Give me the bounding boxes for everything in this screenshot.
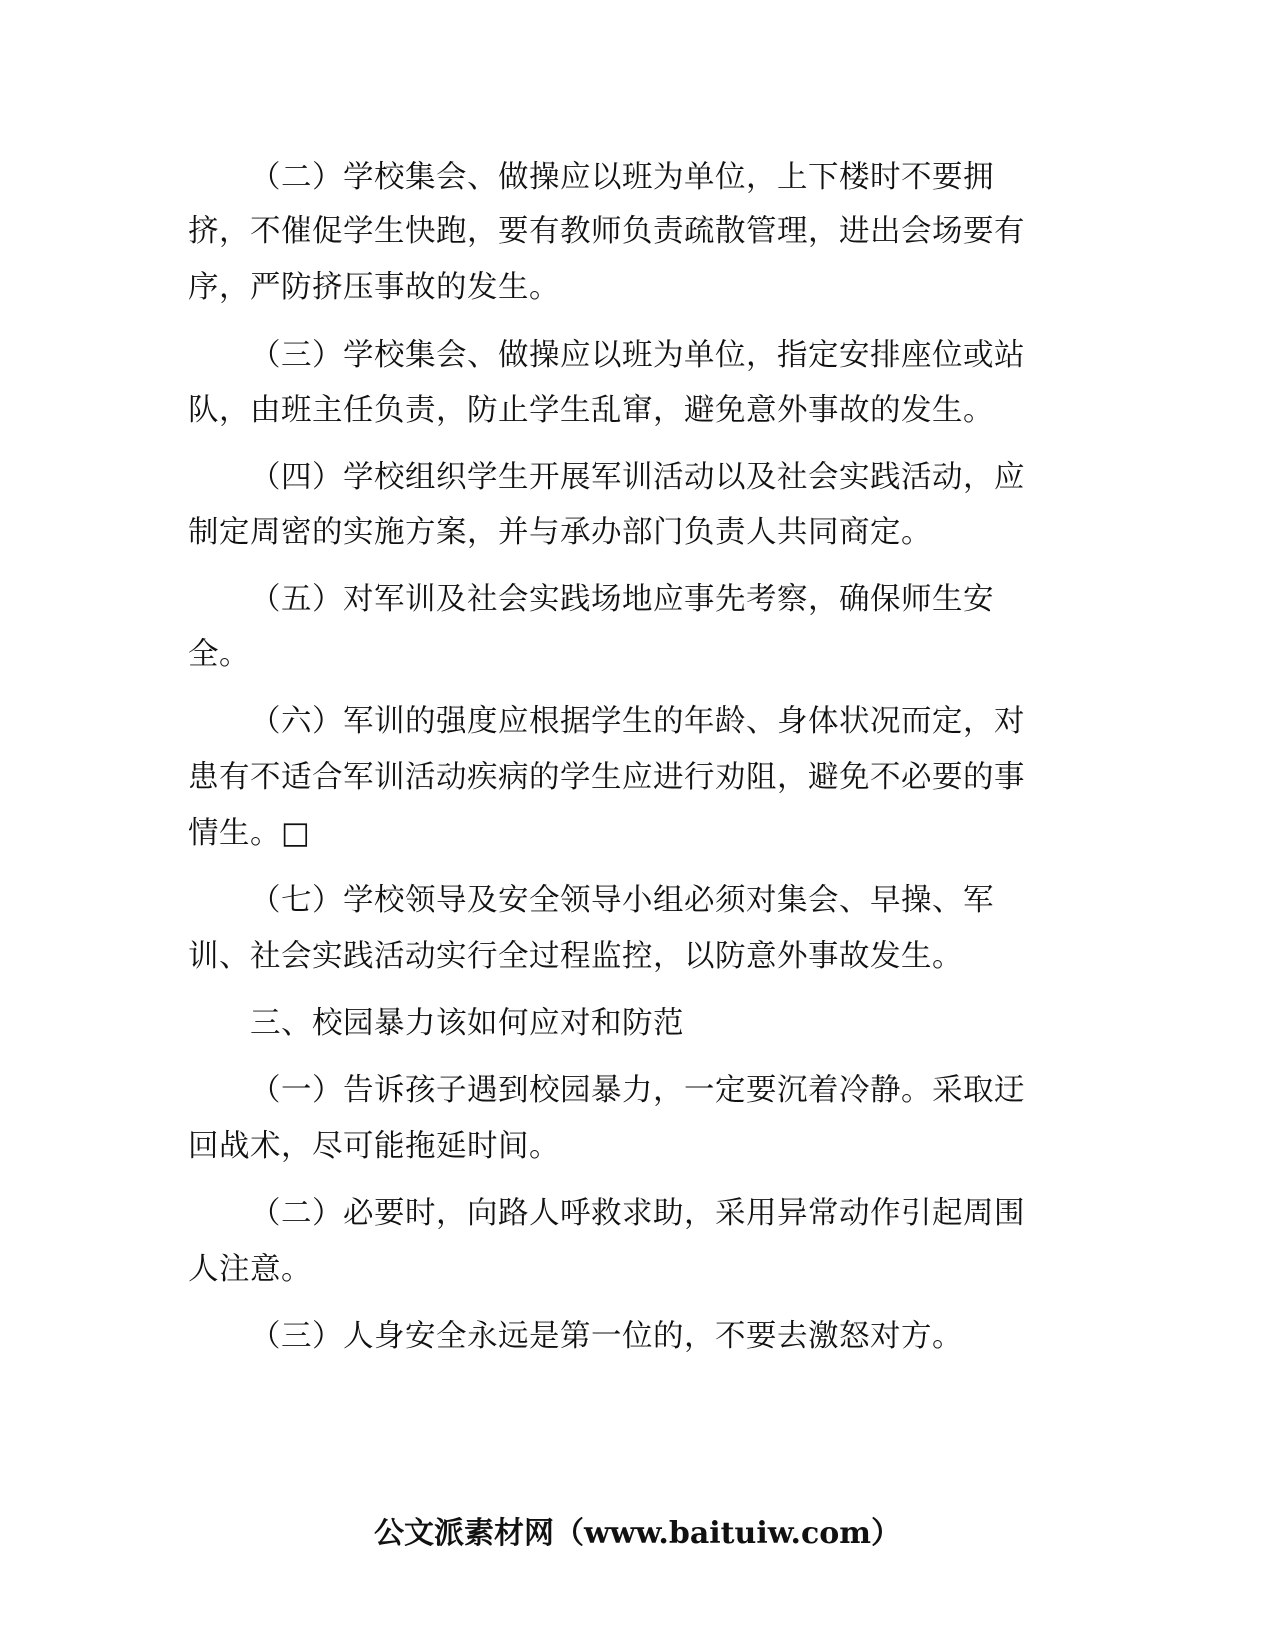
paragraph-line: （五）对军训及社会实践场地应事先考察，确保师生安 xyxy=(250,582,994,617)
paragraph-line: 制定周密的实施方案，并与承办部门负责人共同商定。 xyxy=(188,515,932,550)
footer-source: 公文派素材网（www.baituiw.com） xyxy=(373,1516,902,1551)
section-heading: 三、校园暴力该如何应对和防范 xyxy=(250,1006,684,1041)
paragraph-line: （一）告诉孩子遇到校园暴力，一定要沉着冷静。采取迂 xyxy=(250,1073,1025,1108)
paragraph-line: 挤，不催促学生快跑，要有教师负责疏散管理，进出会场要有 xyxy=(188,214,1025,249)
paragraph-line: （三）人身安全永远是第一位的，不要去激怒对方。 xyxy=(250,1319,963,1354)
paragraph-line: （六）军训的强度应根据学生的年龄、身体状况而定，对 xyxy=(250,704,1025,739)
paragraph-line: （三）学校集会、做操应以班为单位，指定安排座位或站 xyxy=(250,338,1025,373)
paragraph-line: 训、社会实践活动实行全过程监控，以防意外事故发生。 xyxy=(188,939,963,974)
paragraph-line: 患有不适合军训活动疾病的学生应进行劝阻，避免不必要的事 xyxy=(188,760,1025,795)
paragraph-line: 回战术，尽可能拖延时间。 xyxy=(188,1129,560,1164)
paragraph-line: （二）必要时，向路人呼救求助，采用异常动作引起周围 xyxy=(250,1196,1025,1231)
paragraph-line: 人注意。 xyxy=(188,1252,312,1287)
paragraph-line: （七）学校领导及安全领导小组必须对集会、早操、军 xyxy=(250,883,994,918)
paragraph-line: 情生。□ xyxy=(188,816,311,851)
paragraph-line: （四）学校组织学生开展军训活动以及社会实践活动，应 xyxy=(250,460,1025,495)
paragraph-line: 全。 xyxy=(188,637,250,672)
paragraph-line: （二）学校集会、做操应以班为单位，上下楼时不要拥 xyxy=(250,160,994,195)
paragraph-line: 队，由班主任负责，防止学生乱窜，避免意外事故的发生。 xyxy=(188,393,994,428)
paragraph-line: 序，严防挤压事故的发生。 xyxy=(188,270,560,305)
